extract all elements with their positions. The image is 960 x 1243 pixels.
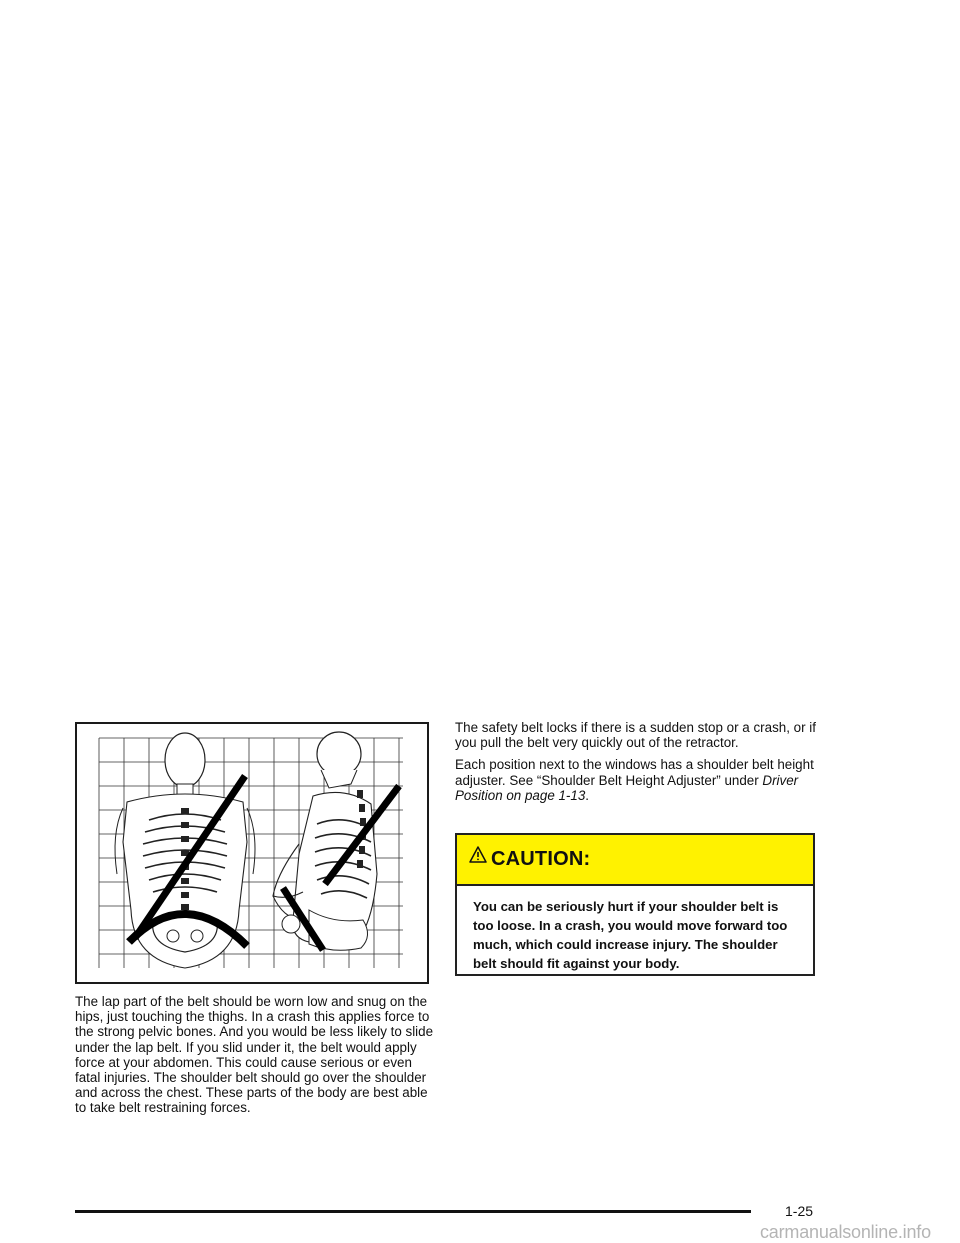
seat-belt-skeleton-illustration bbox=[75, 722, 429, 984]
caution-body: You can be seriously hurt if your shoulder belt is too loose. In a crash, you would move forward too much, which could increase injury. The shoulder belt should fit against your body. bbox=[473, 899, 788, 971]
skeleton-belt-drawing bbox=[77, 724, 427, 982]
page-number: 1-25 bbox=[785, 1203, 814, 1219]
caution-box bbox=[455, 833, 815, 976]
height-adjuster-paragraph bbox=[455, 757, 817, 803]
caution-title: CAUTION: bbox=[491, 848, 591, 870]
height-adjuster-text: Each position next to the windows has a shoulder belt height adjuster. See “Shoulder Belt Height Adjuster” under bbox=[455, 757, 814, 788]
belt-locks-paragraph: The safety belt locks if there is a sudden stop or a crash, or if you pull the belt very quickly out of the retractor. bbox=[455, 720, 816, 751]
warning-triangle-icon bbox=[469, 846, 487, 863]
lap-belt-paragraph: The lap part of the belt should be worn low and snug on the hips, just touching the thighs. In a crash this applies force to the strong pelvic bones. And you would be less likely to slide under the lap belt. If you slid under it, the belt would apply force at your abdomen. This could cause serious or even fatal injuries. The shoulder belt should go over the shoulder and across the chest. These parts of the body are best able to take belt restraining forces. bbox=[75, 994, 434, 1116]
caution-header bbox=[457, 835, 813, 886]
right-column bbox=[455, 720, 817, 810]
footer-rule bbox=[75, 1210, 751, 1213]
side-skeleton bbox=[273, 732, 399, 950]
height-adjuster-period: . bbox=[585, 787, 590, 803]
left-column bbox=[75, 994, 435, 1123]
driver-position-link[interactable]: Driver Position on page 1-13 bbox=[455, 772, 799, 803]
watermark: carmanualsonline.info bbox=[760, 1222, 931, 1242]
front-skeleton bbox=[115, 733, 255, 968]
